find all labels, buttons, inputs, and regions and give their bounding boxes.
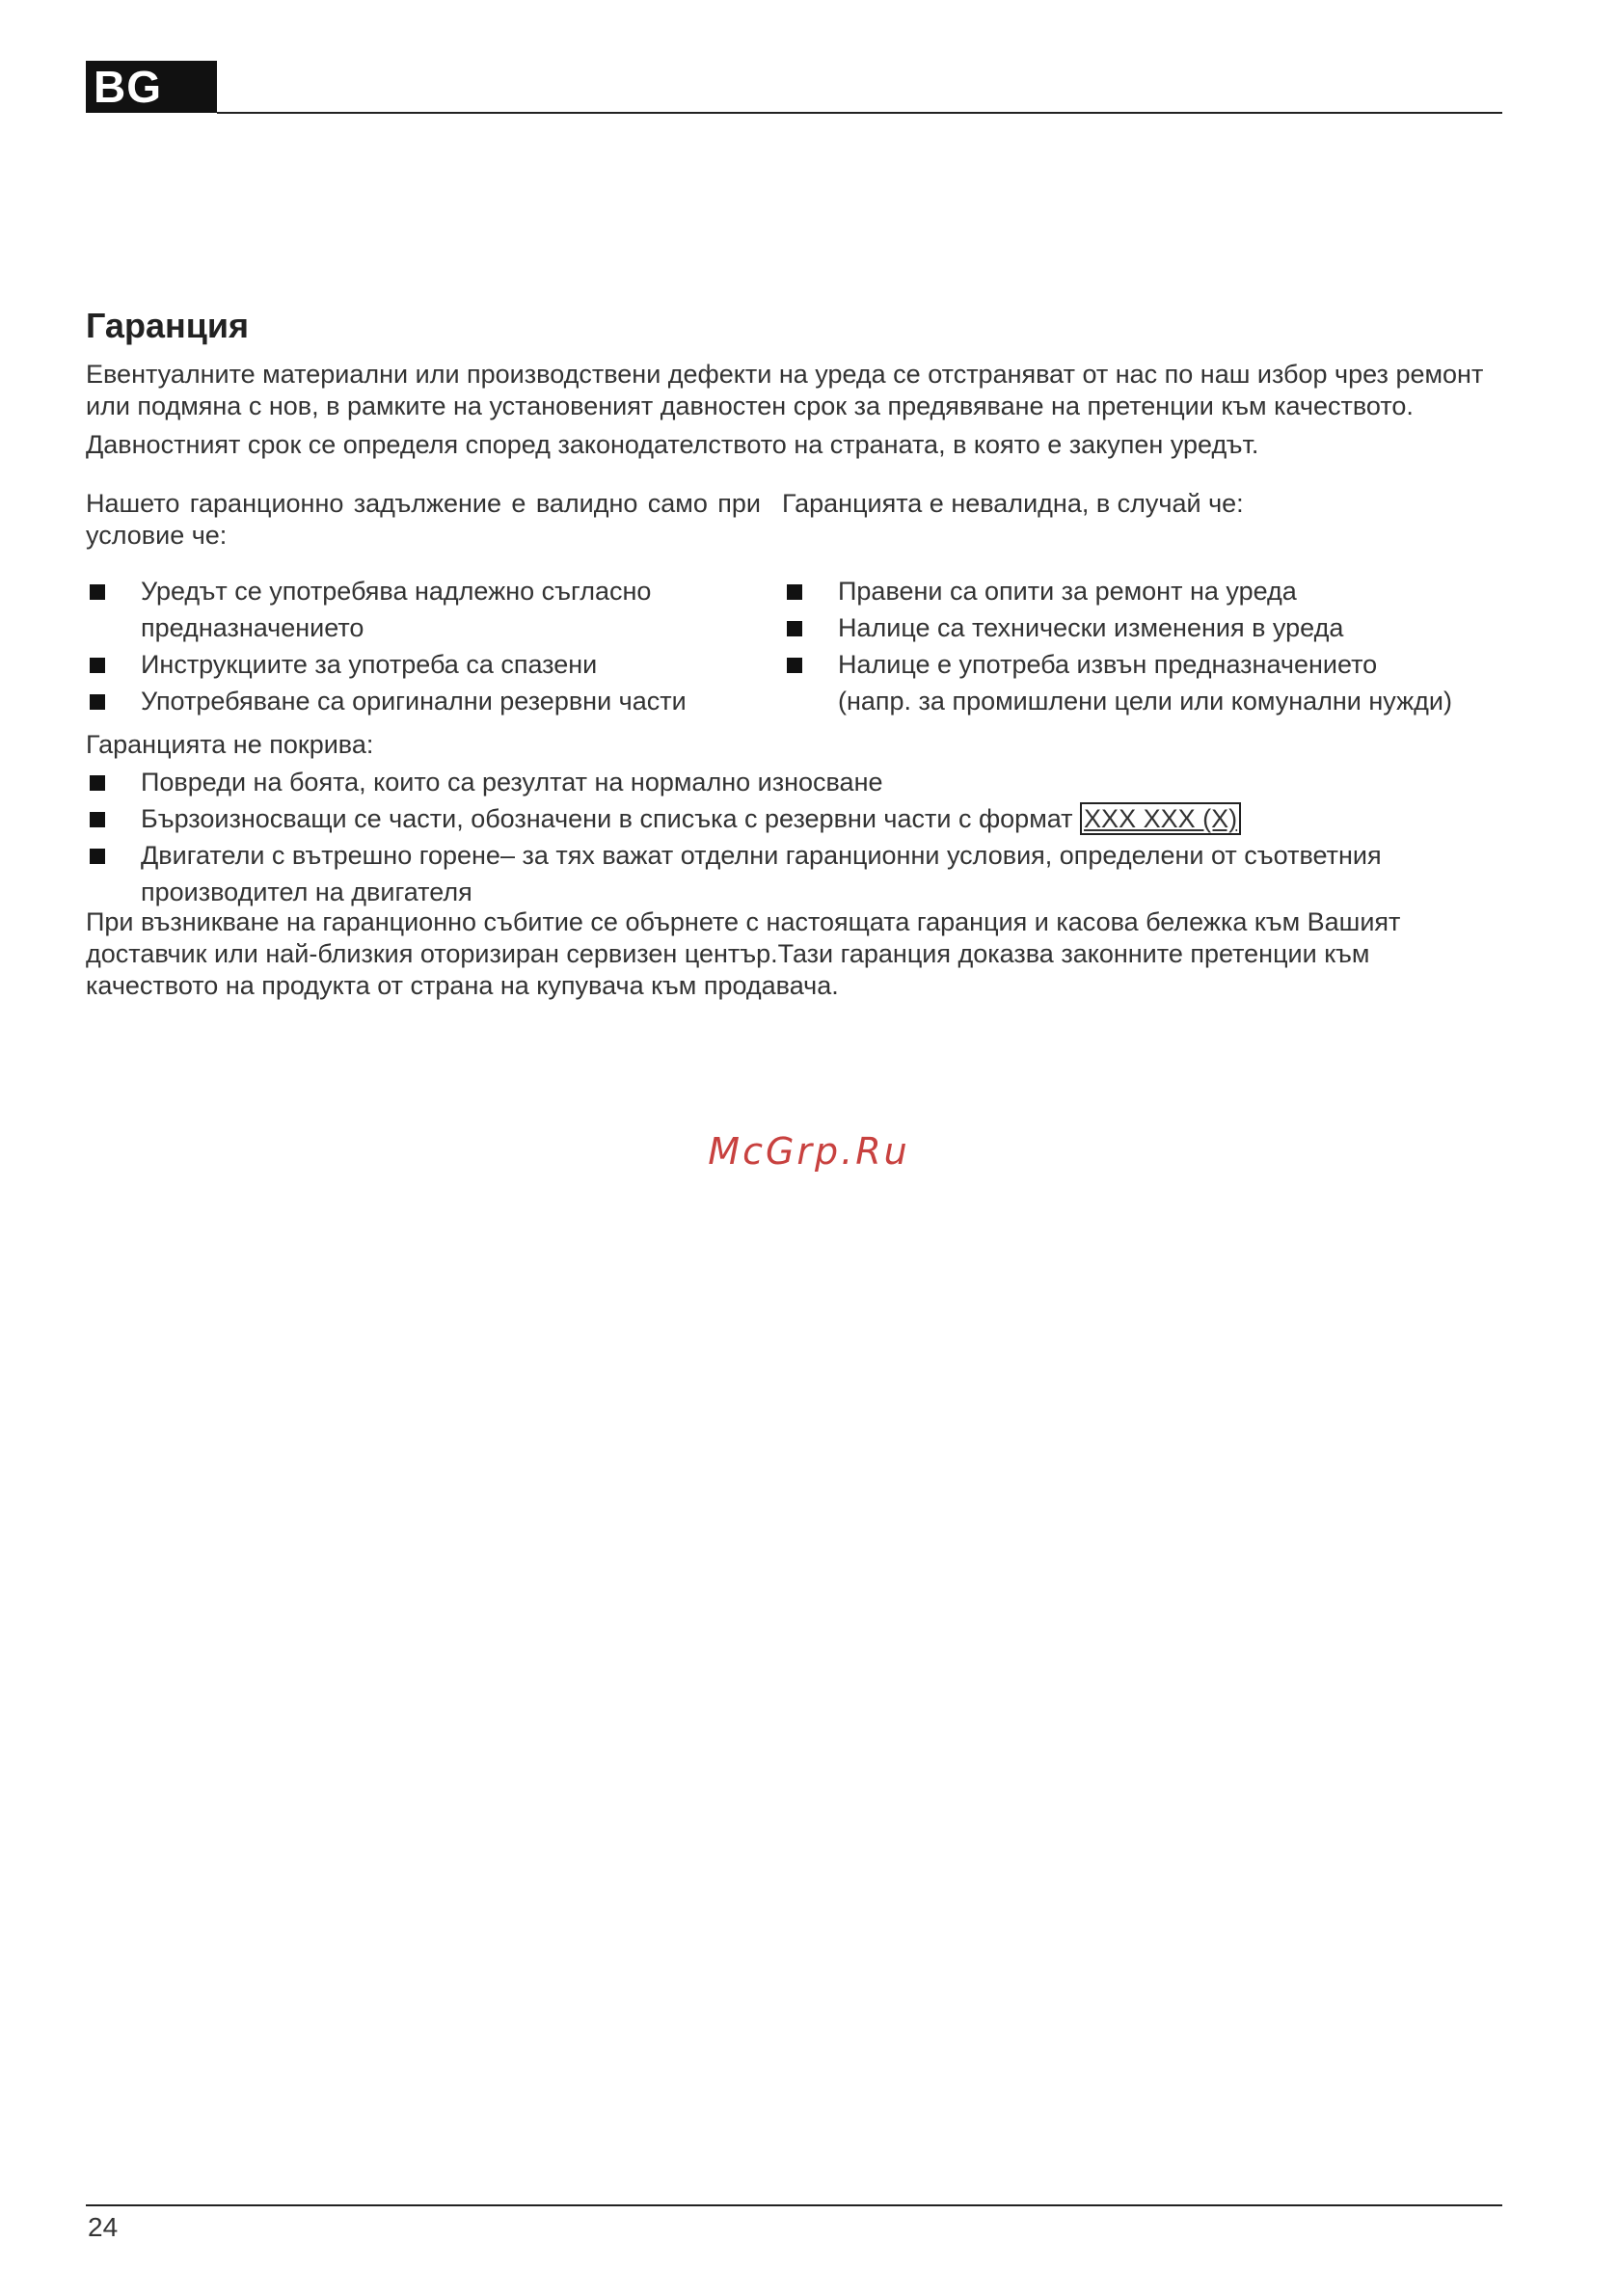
list-item-text-continued: (напр. за промишлени цели или комунални нужди) [838, 687, 1452, 716]
list-item-text: Налице е употреба извън предназначението [838, 650, 1378, 679]
page-title: Гаранция [86, 306, 249, 345]
square-bullet-icon [90, 775, 105, 791]
language-badge: BG [86, 61, 217, 113]
part-number-format: XXX XXX (X) [1080, 802, 1241, 835]
list-item [86, 683, 761, 719]
intro-paragraph-1: Евентуалните материални или производствени дефекти на уреда се отстраняват от нас по наш избор чрез ремонт или подмяна с нов, в рамките на установеният давностен срок за предявяване на претенции към качеството. [86, 360, 1484, 420]
list-item-text: Правени са опити за ремонт на уреда [838, 577, 1297, 606]
list-item [86, 800, 1503, 837]
list-item [86, 764, 1503, 800]
valid-conditions-heading: Нашето гаранционно задължение е валидно само при условие че: [86, 489, 761, 550]
watermark-link[interactable]: McGrp.Ru [708, 1130, 910, 1173]
list-item-text: Повреди на боята, които са резултат на нормално износване [141, 768, 883, 797]
invalid-conditions-heading: Гаранцията е невалидна, в случай че: [782, 489, 1244, 518]
header-rule [217, 112, 1502, 114]
list-item [86, 573, 761, 646]
closing-paragraph: При възникване на гаранционно събитие се обърнете с настоящата гаранция и касова бележка към Вашият доставчик или най-близкия оторизиран сервизен център.Тази гаранция доказва законните претенции към качеството на продукта от страна на купувача към продавача. [86, 907, 1401, 1000]
list-item-text-continued: предназначението [141, 613, 364, 642]
list-item [783, 609, 1477, 646]
list-item-text: Двигатели с вътрешно горене– за тях важат отделни гаранционни условия, определени от съответния [141, 841, 1382, 870]
square-bullet-icon [90, 584, 105, 600]
list-item-text: Инструкциите за употреба са спазени [141, 650, 598, 679]
list-item-text-continued: производител на двигателя [141, 878, 472, 906]
not-covered-heading: Гаранцията не покрива: [86, 730, 374, 759]
square-bullet-icon [90, 812, 105, 827]
list-item [86, 646, 761, 683]
list-item-text: Бързоизносващи се части, обозначени в списъка с резервни части с формат [141, 804, 1081, 833]
invalid-conditions-list [783, 573, 1477, 719]
list-item [783, 646, 1477, 719]
square-bullet-icon [90, 658, 105, 673]
square-bullet-icon [787, 658, 802, 673]
square-bullet-icon [787, 621, 802, 636]
not-covered-list [86, 764, 1503, 910]
page-number: 24 [88, 2212, 119, 2242]
list-item [783, 573, 1477, 609]
square-bullet-icon [90, 694, 105, 710]
list-item [86, 837, 1503, 910]
list-item-text: Уредът се употребява надлежно съгласно [141, 577, 652, 606]
valid-conditions-list [86, 573, 761, 719]
intro-paragraph-2: Давностният срок се определя според законодателството на страната, в която е закупен уредът. [86, 430, 1259, 459]
square-bullet-icon [787, 584, 802, 600]
footer-rule [86, 2204, 1502, 2206]
list-item-text: Налице са технически изменения в уреда [838, 613, 1344, 642]
list-item-text: Употребяване са оригинални резервни части [141, 687, 687, 716]
square-bullet-icon [90, 849, 105, 864]
